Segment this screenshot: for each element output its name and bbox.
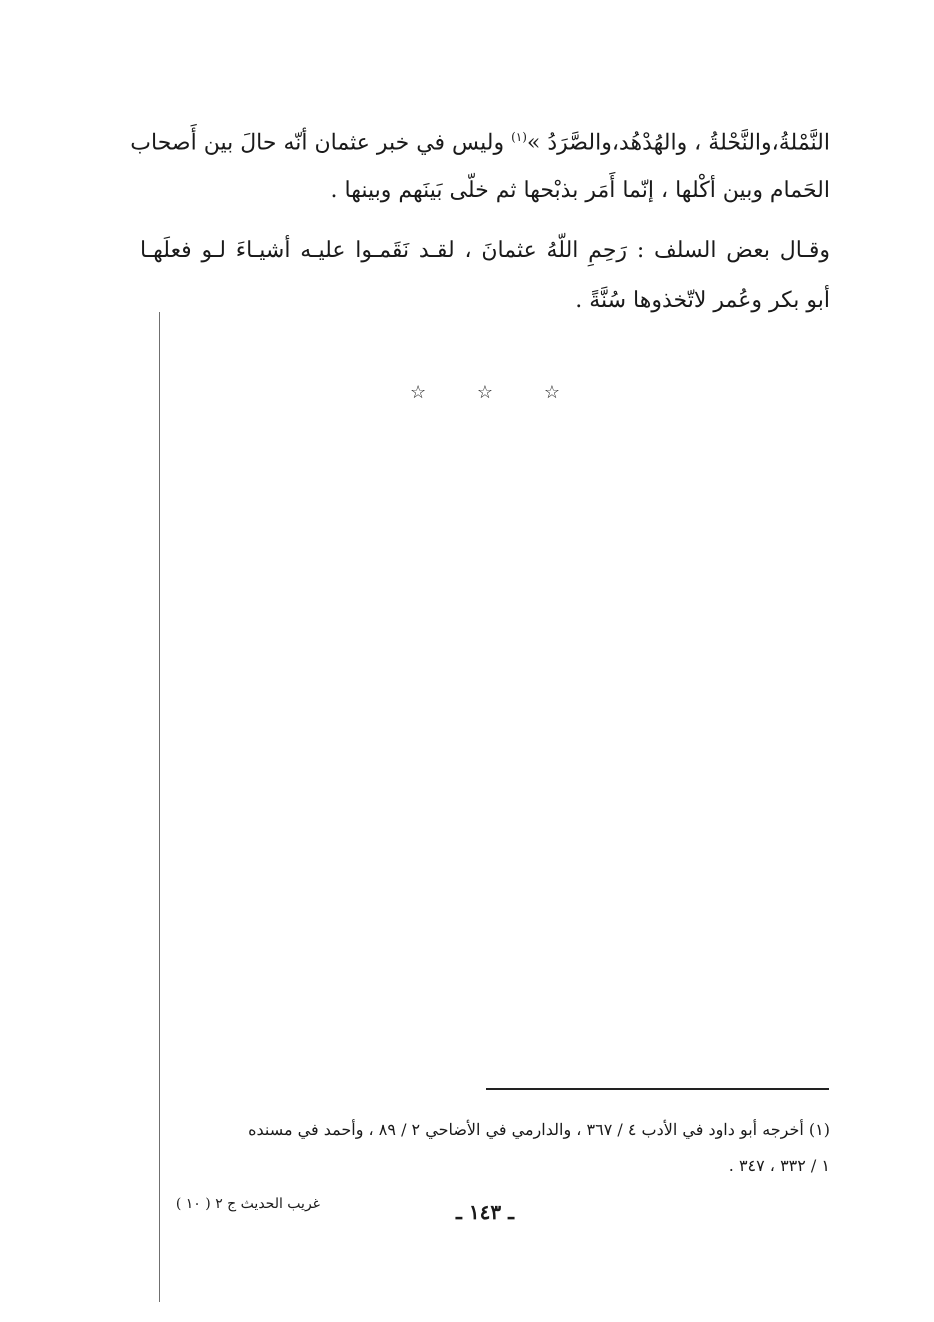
star-icon: ☆: [410, 382, 427, 403]
paragraph-2-line-1: وقـال بعض السلف : رَحِمِ اللّهُ عثمانَ ، لقـد نَقَمـوا عليـه أشيـاءَ لـو فعلَهـا: [140, 238, 830, 263]
print-signature: غريب الحديث ج ٢ ( ١٠ ): [175, 1196, 320, 1212]
paragraph-1-line-1: [130, 123, 830, 157]
page-number: ـ ١٤٣ ـ: [456, 1200, 514, 1224]
margin-rule: [159, 312, 160, 1302]
paragraph-1-line-2: الحَمام وبين أكْلها ، إنّما أَمَر بذبْحها ثم خلّى بَينَهم وبينها .: [330, 178, 830, 203]
star-icon: ☆: [476, 382, 494, 403]
paragraph-2-line-2: أبو بكر وعُمر لاتّخذوها سُنَّةً .: [575, 288, 830, 313]
footnote-line-1: (١) أخرجه أبو داود في الأدب ٤ / ٣٦٧ ، والدارمي في الأضاحي ٢ / ٨٩ ، وأحمد في مسنده: [248, 1120, 830, 1139]
paragraph-1-text-a: النَّمْلةُ،والنَّحْلةُ ، والهُدْهُد،والصَّرَدُ »: [526, 130, 830, 156]
footnote-line-2: ١ / ٣٣٢ ، ٣٤٧ .: [728, 1156, 830, 1175]
section-separator: [410, 382, 560, 403]
star-icon: ☆: [543, 382, 560, 403]
footnote-marker: (١): [511, 130, 527, 144]
footnote-divider: [486, 1088, 829, 1090]
paragraph-1-text-b: وليس في خبر عثمان أنّه حالَ بين أَصحاب: [130, 130, 512, 156]
